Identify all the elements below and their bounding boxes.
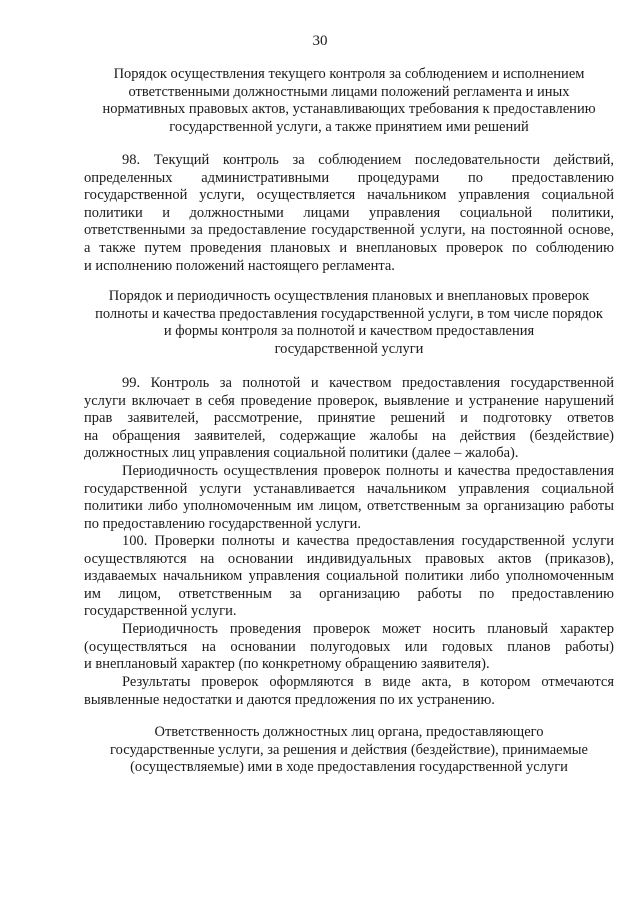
paragraph-line: на обращения заявителей, содержащие жалобы на действия (бездействие) [84, 427, 614, 444]
heading-line: нормативных правовых актов, устанавливающих требования к предоставлению [102, 101, 596, 118]
paragraph-line: Периодичность осуществления проверок полноты и качества предоставления [122, 463, 614, 479]
paragraph-line: услуги включает в себя проведение проверок, выявление и устранение нарушений [84, 392, 614, 409]
paragraph-line: ответственными за предоставление государственной услуги, на постоянной основе, [84, 222, 614, 239]
page-number: 30 [312, 33, 328, 49]
paragraph-line: им лицом, ответственным за организацию работы по предоставлению [84, 585, 614, 602]
paragraph-line: осуществляются на основании индивидуальных правовых актов (приказов), [84, 550, 614, 567]
paragraph-99-periodicity [84, 463, 614, 533]
paragraph-line: издаваемых начальником управления социальной политики либо уполномоченным [84, 568, 614, 585]
section-heading-inspections [84, 288, 614, 358]
paragraph-100-results [84, 674, 614, 709]
paragraph-line: политики и должностными лицами управления социальной политики, [84, 204, 614, 221]
heading-line: Порядок и периодичность осуществления плановых и внеплановых проверок [108, 288, 590, 304]
paragraph-line: политики либо уполномоченным им лицом, ответственным за организацию работы [84, 498, 614, 515]
heading-line: и формы контроля за полнотой и качеством предоставления [163, 323, 535, 340]
heading-line: (осуществляемые) ими в ходе предоставления государственной услуги [130, 759, 568, 776]
paragraph-line: 98. Текущий контроль за соблюдением последовательности действий, [122, 152, 614, 168]
paragraph-line: и внеплановый характер (по конкретному обращению заявителя). [84, 656, 490, 673]
heading-line: Порядок осуществления текущего контроля за соблюдением и исполнением [113, 66, 585, 82]
paragraph-99 [84, 375, 614, 463]
paragraph-line: 99. Контроль за полнотой и качеством предоставления государственной [122, 375, 614, 391]
heading-line: полноты и качества предоставления государственной услуги, в том числе порядок [95, 305, 603, 322]
paragraph-line: государственной услуги, осуществляется начальником управления социальной [84, 187, 614, 204]
paragraph-line: Результаты проверок оформляются в виде акта, в котором отмечаются [122, 674, 614, 690]
paragraph-line: Периодичность проведения проверок может носить плановый характер [122, 621, 614, 637]
heading-line: Ответственность должностных лиц органа, предоставляющего [154, 724, 544, 740]
paragraph-100 [84, 533, 614, 621]
paragraph-line: должностных лиц управления социальной политики (далее – жалоба). [84, 445, 519, 462]
paragraph-line: по предоставлению государственной услуги. [84, 515, 362, 532]
paragraph-line: прав заявителей, рассмотрение, принятие решений и подготовку ответов [84, 410, 614, 427]
section-heading-responsibility [84, 724, 614, 777]
paragraph-line: 100. Проверки полноты и качества предоставления государственной услуги [122, 533, 614, 549]
heading-line: государственной услуги, а также принятием ими решений [169, 118, 529, 135]
paragraph-98 [84, 152, 614, 275]
heading-line: государственные услуги, за решения и действия (бездействие), принимаемые [110, 741, 588, 758]
heading-line: государственной услуги [274, 340, 424, 357]
paragraph-line: государственной услуги устанавливается начальником управления социальной [84, 480, 614, 497]
paragraph-line: определенных административными процедурами по предоставлению [84, 169, 614, 186]
paragraph-line: выявленные недостатки и даются предложения по их устранению. [84, 691, 495, 708]
paragraph-line: и исполнению положений настоящего регламента. [84, 257, 395, 274]
paragraph-line: (осуществляться на основании полугодовых или годовых планов работы) [84, 638, 614, 655]
section-heading-current-control [84, 66, 614, 136]
paragraph-100-periodicity [84, 621, 614, 674]
heading-line: ответственными должностными лицами положений регламента и иных [128, 83, 570, 100]
paragraph-line: государственной услуги. [84, 603, 237, 620]
paragraph-line: а также путем проведения плановых и внеплановых проверок по соблюдению [84, 239, 614, 256]
